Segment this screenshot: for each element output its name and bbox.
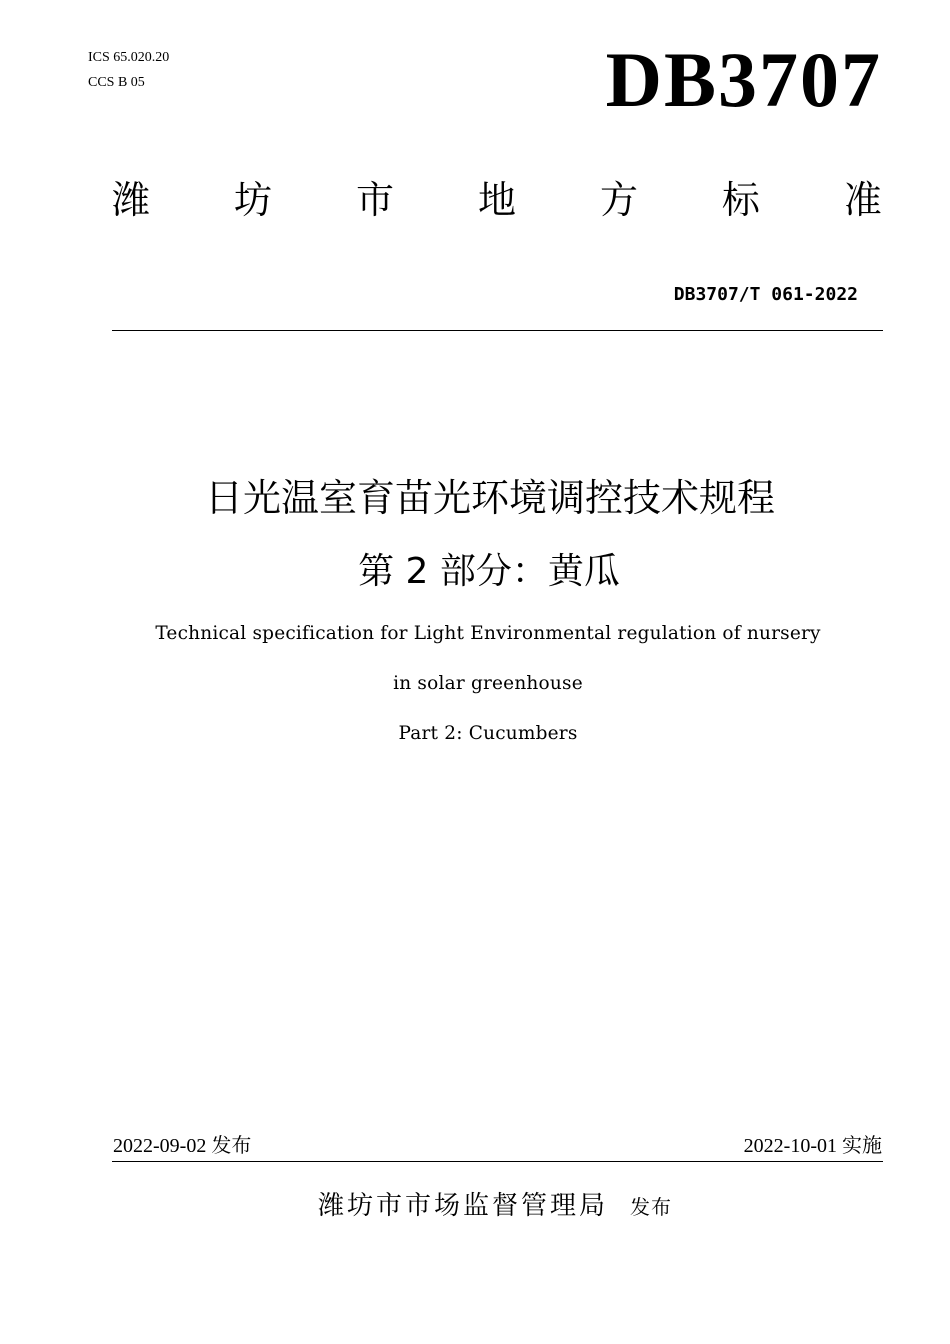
standard-type [112,178,882,222]
subtitle-chinese: 第 2 部分：黄瓜 [358,551,620,592]
title-english-line-2: in solar greenhouse [393,673,583,694]
standard-type-char: 方 [599,178,638,222]
ics-code: ICS 65.020.20 [88,50,170,65]
title-english-line-1: Technical specification for Light Environmental regulation of nursery [155,623,821,644]
standard-code: DB3707 [605,36,882,123]
standard-type-char: 潍 [112,178,151,222]
standard-type-char: 标 [721,178,760,222]
standard-type-char: 准 [843,178,882,222]
standard-type-char: 坊 [233,178,272,222]
footer-divider [112,1161,883,1162]
issuer-name: 潍坊市市场监督管理局 [317,1191,608,1221]
standard-type-char: 地 [477,178,516,222]
implementation-date: 2022-10-01 实施 [743,1135,882,1157]
issuer-suffix: 发布 [630,1195,672,1219]
title-chinese: 日光温室育苗光环境调控技术规程 [204,476,775,520]
title-english-part: Part 2: Cucumbers [398,723,578,744]
issue-date: 2022-09-02 发布 [113,1135,252,1157]
document-number: DB3707/T 061-2022 [673,284,858,305]
issuer-line [0,1190,950,1223]
header-divider [112,330,883,331]
standard-type-char: 市 [355,178,394,222]
ccs-code: CCS B 05 [88,75,145,90]
